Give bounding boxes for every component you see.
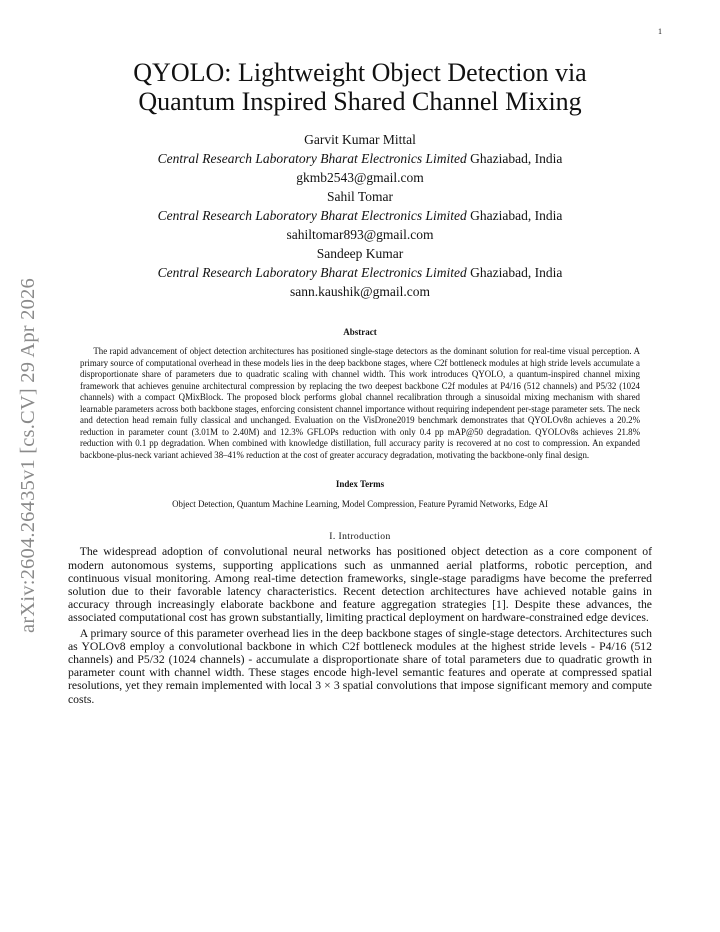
paper-content bbox=[68, 0, 652, 706]
introduction-heading: I. Introduction bbox=[329, 531, 391, 543]
abstract-heading: Abstract bbox=[343, 327, 377, 337]
paper-title bbox=[68, 58, 652, 116]
author-affiliation bbox=[68, 263, 652, 282]
index-terms-heading: Index Terms bbox=[335, 479, 385, 490]
affiliation-organization: Central Research Laboratory Bharat Electronics Limited bbox=[157, 265, 467, 280]
author-email: gkmb2543@gmail.com bbox=[296, 170, 424, 185]
arxiv-identifier-stamp bbox=[8, 230, 48, 680]
index-terms-list: Object Detection, Quantum Machine Learning, Model Compression, Feature Pyramid Networks, Edge AI bbox=[172, 499, 548, 510]
author-block bbox=[68, 130, 652, 301]
introduction-paragraph-2: A primary source of this parameter overhead lies in the deep backbone stages of single-stage detectors. Architectures such as YOLOv8 employ a convolutional backbone in which C2f bottleneck modules at the highest stride levels - P4/16 (512 channels) and P5/32 (1024 channels) - accumulate a disproportionate share of total parameters due to quadratic growth in parameter count with channel width. These stages encode high-level semantic features and operate at compressed spatial resolutions, yet they remain implemented with local 3 × 3 spatial convolutions that impose significant memory and compute costs. bbox=[68, 627, 652, 706]
page-number: 1 bbox=[658, 27, 662, 36]
arxiv-identifier-text: arXiv:2604.26435v1 [cs.CV] 29 Apr 2026 bbox=[16, 277, 39, 633]
author-name: Sandeep Kumar bbox=[316, 246, 404, 261]
abstract-body: The rapid advancement of object detection architectures has positioned single-stage detectors as the dominant solution for real-time visual perception. A primary source of computational overhead in these models lies in the deep backbone stages, where C2f bottleneck modules at high stride levels accumulate a disproportionate share of parameters due to quadratic scaling with channel width. This work introduces QYOLO, a quantum-inspired channel mixing framework that achieves genuine architectural compression by replacing the two deepest backbone C2f modules at P4/16 (512 channels) and P5/32 (1024 channels) with a compact QMixBlock. The proposed block performs global channel recalibration through a sinusoidal mixing mechanism with shared learnable parameters across both backbone stages, enforcing consistent channel importance without requiring independent per-stage parameter sets. The neck and detection head remain fully classical and unchanged. Evaluation on the VisDrone2019 benchmark demonstrates that QYOLOv8n achieves a 20.2% reduction in parameter count (3.01M to 2.40M) and 12.3% GFLOPs reduction with only 0.4 pp mAP@50 degradation. QYOLOv8s achieves 21.8% reduction with 0.1 pp degradation. When combined with knowledge distillation, full accuracy parity is recovered at no cost to compression. An expanded backbone-plus-neck variant achieved 38–41% reduction at the cost of greater accuracy degradation, motivating the backbone-only final design. bbox=[80, 346, 640, 460]
author-affiliation bbox=[68, 149, 652, 168]
paper-title-line-1: QYOLO: Lightweight Object Detection via bbox=[133, 58, 587, 87]
author-affiliation bbox=[68, 206, 652, 225]
author-name: Garvit Kumar Mittal bbox=[304, 132, 416, 147]
affiliation-location: Ghaziabad, India bbox=[466, 151, 563, 166]
author-name: Sahil Tomar bbox=[327, 189, 393, 204]
paper-title-line-2: Quantum Inspired Shared Channel Mixing bbox=[138, 87, 582, 116]
affiliation-organization: Central Research Laboratory Bharat Electronics Limited bbox=[157, 208, 467, 223]
affiliation-location: Ghaziabad, India bbox=[466, 208, 563, 223]
author-email: sann.kaushik@gmail.com bbox=[290, 284, 430, 299]
author-email: sahiltomar893@gmail.com bbox=[286, 227, 434, 242]
affiliation-location: Ghaziabad, India bbox=[466, 265, 563, 280]
introduction-paragraph-1: The widespread adoption of convolutional neural networks has positioned object detection as a core component of modern autonomous systems, supporting applications such as unmanned aerial platforms, robotic perception, and continuous visual monitoring. Among real-time detection frameworks, single-stage paradigms have become the preferred solution due to their favorable latency characteristics. Recent detection architectures have achieved notable gains in accuracy through increasingly elaborate backbone and feature aggregation strategies [1]. Despite these advances, the associated computational cost has grown substantially, limiting practical deployment on hardware-constrained edge devices. bbox=[68, 545, 652, 624]
affiliation-organization: Central Research Laboratory Bharat Electronics Limited bbox=[157, 151, 467, 166]
